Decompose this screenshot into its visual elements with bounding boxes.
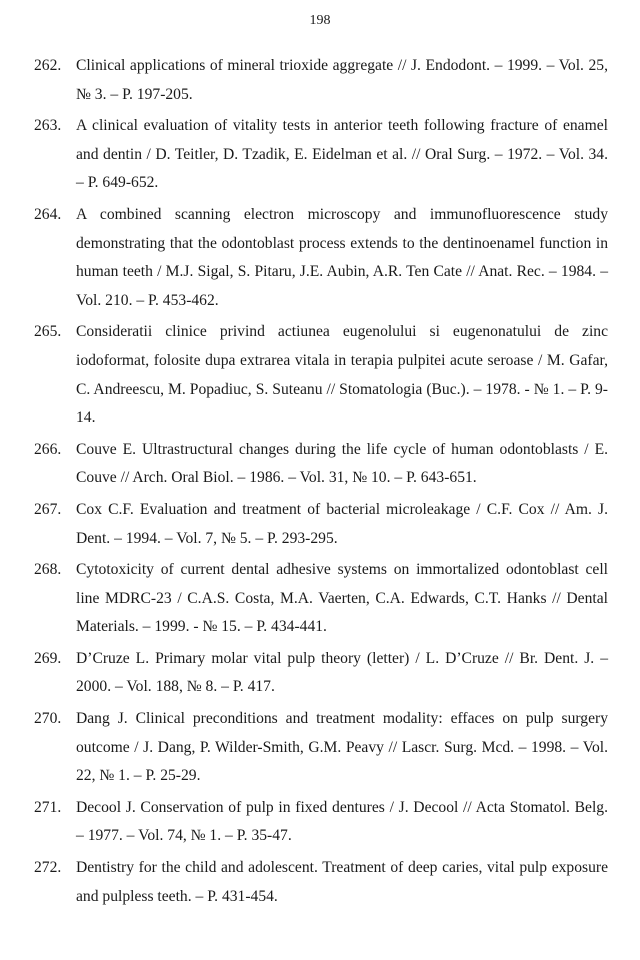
reference-text: A clinical evaluation of vitality tests in anterior teeth following fracture of enamel and dentin / D. Teitler, D. Tzadik, E. Eidelman et al. // Oral Surg. – 1972. – Vol. 34. – P. 649-652. (76, 117, 608, 192)
reference-item (34, 705, 608, 791)
reference-number: 264. (34, 205, 62, 223)
reference-item (34, 318, 608, 432)
reference-number: 272. (34, 859, 62, 877)
reference-number: 268. (34, 561, 62, 579)
reference-number: 263. (34, 117, 62, 135)
reference-item (34, 645, 608, 702)
reference-text: Dang J. Clinical preconditions and treatment modality: effaces on pulp surgery outcome / J. Dang, P. Wilder-Smith, G.M. Peavy // Lascr. Surg. Mcd. – 1998. – Vol. 22, № 1. – P. 25-29. (76, 710, 608, 785)
reference-text: Consideratii clinice privind actiunea eugenolului si eugenonatului de zinc iodoformat, folosite dupa extrarea vitala in terapia pulpitei acute seroase / M. Gafar, C. Andreescu, M. Popadiuc, S. Suteanu // Stomatologia (Buc.). – 1978. - № 1. – P. 9-14. (76, 323, 608, 427)
reference-item (34, 556, 608, 642)
reference-text: Couve E. Ultrastructural changes during the life cycle of human odontoblasts / E. Couve // Arch. Oral Biol. – 1986. – Vol. 31, № 10. – P. 643-651. (76, 440, 608, 487)
reference-item (34, 436, 608, 493)
reference-text: Clinical applications of mineral trioxide aggregate // J. Endodont. – 1999. – Vol. 25, № 3. – P. 197-205. (76, 57, 608, 103)
reference-text: Decool J. Conservation of pulp in fixed dentures / J. Decool // Acta Stomatol. Belg. – 1977. – Vol. 74, № 1. – P. 35-47. (76, 798, 608, 845)
reference-number: 266. (34, 440, 62, 458)
reference-number: 265. (34, 323, 62, 341)
reference-text: Cox C.F. Evaluation and treatment of bacterial microleakage / C.F. Cox // Am. J. Dent. – 1994. – Vol. 7, № 5. – P. 293-295. (76, 500, 608, 547)
reference-list (34, 52, 608, 914)
reference-number: 270. (34, 710, 62, 728)
reference-item (34, 496, 608, 553)
reference-number: 271. (34, 798, 62, 816)
page-number: 198 (309, 13, 331, 28)
reference-text: Cytotoxicity of current dental adhesive systems on immortalized odontoblast cell line MDRC-23 / C.A.S. Costa, M.A. Vaerten, C.A. Edwards, C.T. Hanks // Dental Materials. – 1999. - № 15. – P. 434-441. (76, 561, 608, 636)
reference-item (34, 201, 608, 315)
reference-item (34, 854, 608, 911)
reference-text: Dentistry for the child and adolescent. Treatment of deep caries, vital pulp exposure and pulpless teeth. – P. 431-454. (76, 859, 608, 905)
reference-text: A combined scanning electron microscopy and immunofluorescence study demonstrating that the odontoblast process extends to the dentinoenamel function in human teeth / M.J. Sigal, S. Pitaru, J.E. Aubin, A.R. Ten Cate // Anat. Rec. – 1984. – Vol. 210. – P. 453-462. (76, 205, 608, 309)
reference-number: 269. (34, 649, 62, 667)
reference-item (34, 112, 608, 198)
reference-number: 262. (34, 57, 62, 74)
reference-number: 267. (34, 500, 62, 518)
reference-item (34, 794, 608, 851)
reference-text: D’Cruze L. Primary molar vital pulp theory (letter) / L. D’Cruze // Br. Dent. J. – 2000. – Vol. 188, № 8. – P. 417. (76, 649, 608, 696)
reference-item (34, 52, 608, 109)
